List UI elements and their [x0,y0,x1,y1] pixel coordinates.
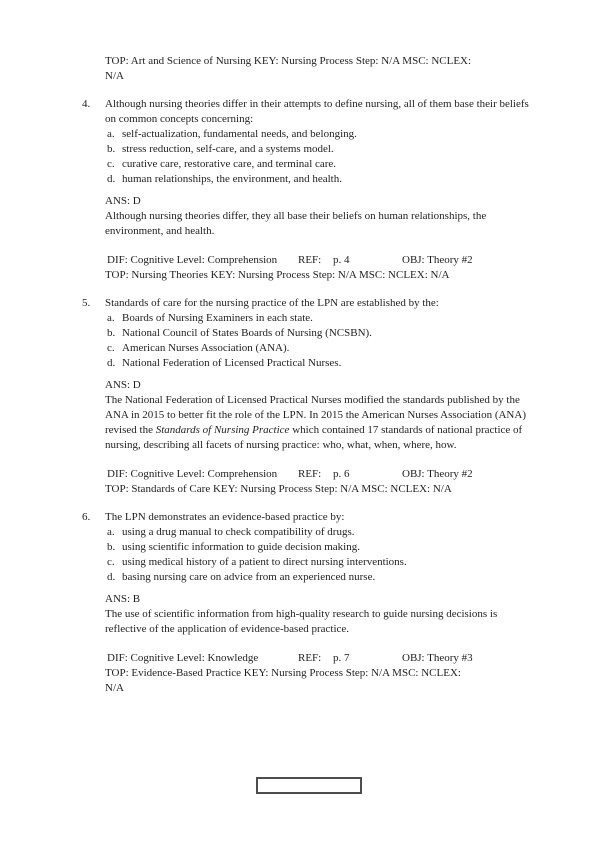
option-text: using medical history of a patient to direct nursing interventions. [122,556,407,568]
dif-ref-obj-row [105,467,541,482]
option-letter: a. [107,526,115,538]
ref-value: p. 4 [333,254,350,266]
option-text: American Nurses Association (ANA). [122,342,290,354]
obj-label: OBJ: Theory #3 [402,652,473,664]
option-text: National Council of States Boards of Nursing (NCSBN). [122,327,372,339]
question-4-stem-row [82,97,541,127]
ref-value: p. 6 [333,468,350,480]
rationale-text [105,607,541,637]
document-content [82,54,541,696]
top-key-line: TOP: Nursing Theories KEY: Nursing Process Step: N/A MSC: NCLEX: N/A [105,269,450,281]
question-4-option-d [105,172,541,187]
question-4-option-a [105,127,541,142]
option-letter: b. [107,327,116,339]
question-5-meta-block [105,467,541,497]
option-letter: d. [107,173,116,185]
option-text: stress reduction, self-care, and a systems model. [122,143,334,155]
question-5-option-d [105,356,541,371]
ref-value: p. 7 [333,652,350,664]
question-4-number: 4. [82,98,91,110]
option-text: Boards of Nursing Examiners in each state. [122,312,313,324]
question-5 [82,296,541,497]
ref-label: REF: [298,468,322,480]
dif-label: DIF: Cognitive Level: Knowledge [107,652,259,664]
question-6-stem-row [82,510,541,525]
option-letter: b. [107,541,116,553]
ref-label: REF: [298,254,322,266]
top-key-line-continued: N/A [105,682,124,694]
header-meta-line-1: TOP: Art and Science of Nursing KEY: Nursing Process Step: N/A MSC: NCLEX: [105,55,472,67]
top-key-line: TOP: Evidence-Based Practice KEY: Nursing Process Step: N/A MSC: NCLEX: [105,667,461,679]
option-letter: d. [107,357,116,369]
question-4 [82,97,541,283]
question-5-number: 5. [82,297,91,309]
ref-label: REF: [298,652,322,664]
question-4-option-b [105,142,541,157]
rationale-part-1: Although nursing theories differ, they all base their beliefs on human relationships, the environment, and health. [105,210,487,237]
option-text: curative care, restorative care, and terminal care. [122,158,337,170]
question-4-answer-block [105,194,541,239]
option-letter: a. [107,128,115,140]
question-6-number: 6. [82,511,91,523]
question-5-option-b [105,326,541,341]
question-6-meta-block [105,651,541,696]
question-6-option-b [105,540,541,555]
rationale-part-2: which contained 17 standards of national practice of nursing, describing all facets of nursing practice: who, what, when, where, how. [105,424,523,451]
question-6-option-c [105,555,541,570]
option-text: basing nursing care on advice from an experienced nurse. [122,571,376,583]
question-4-stem: Although nursing theories differ in their attempts to define nursing, all of them base their beliefs on common concepts concerning: [105,98,529,125]
option-letter: c. [107,556,115,568]
question-6 [82,510,541,696]
option-letter: d. [107,571,116,583]
rationale-part-1: The use of scientific information from high-quality research to guide nursing decisions is reflective of the application of evidence-based practice. [105,608,498,635]
option-text: self-actualization, fundamental needs, and belonging. [122,128,357,140]
dif-ref-obj-row [105,253,541,268]
dif-ref-obj-row [105,651,541,666]
question-6-answer-block [105,592,541,637]
option-letter: c. [107,342,115,354]
rationale-part-1: The National Federation of Licensed Practical Nurses modified the standards published by the ANA in 2015 to better fit the role of the LPN. In 2015 the American Nurses Association (ANA) revised the [105,394,526,436]
question-5-stem-row [82,296,541,311]
header-meta [105,54,541,84]
answer-line: ANS: B [105,593,141,605]
dif-label: DIF: Cognitive Level: Comprehension [107,254,278,266]
question-5-stem: Standards of care for the nursing practice of the LPN are established by the: [105,297,439,309]
answer-line: ANS: D [105,379,141,391]
question-5-option-c [105,341,541,356]
option-text: National Federation of Licensed Practical Nurses. [122,357,342,369]
question-4-option-c [105,157,541,172]
top-key-line: TOP: Standards of Care KEY: Nursing Process Step: N/A MSC: NCLEX: N/A [105,483,452,495]
dif-label: DIF: Cognitive Level: Comprehension [107,468,278,480]
question-6-option-d [105,570,541,585]
question-5-answer-block [105,378,541,453]
option-letter: a. [107,312,115,324]
rationale-text [105,393,541,453]
rationale-italic: Standards of Nursing Practice [155,424,290,436]
question-6-stem: The LPN demonstrates an evidence-based practice by: [105,511,345,523]
question-6-option-a [105,525,541,540]
option-text: using scientific information to guide decision making. [122,541,360,553]
header-meta-line-2: N/A [105,70,124,82]
question-4-meta-block [105,253,541,283]
option-letter: c. [107,158,115,170]
option-text: human relationships, the environment, and health. [122,173,342,185]
answer-line: ANS: D [105,195,141,207]
page-number-box [256,777,362,794]
rationale-text [105,209,541,239]
option-letter: b. [107,143,116,155]
obj-label: OBJ: Theory #2 [402,254,473,266]
obj-label: OBJ: Theory #2 [402,468,473,480]
question-5-option-a [105,311,541,326]
option-text: using a drug manual to check compatibility of drugs. [122,526,355,538]
